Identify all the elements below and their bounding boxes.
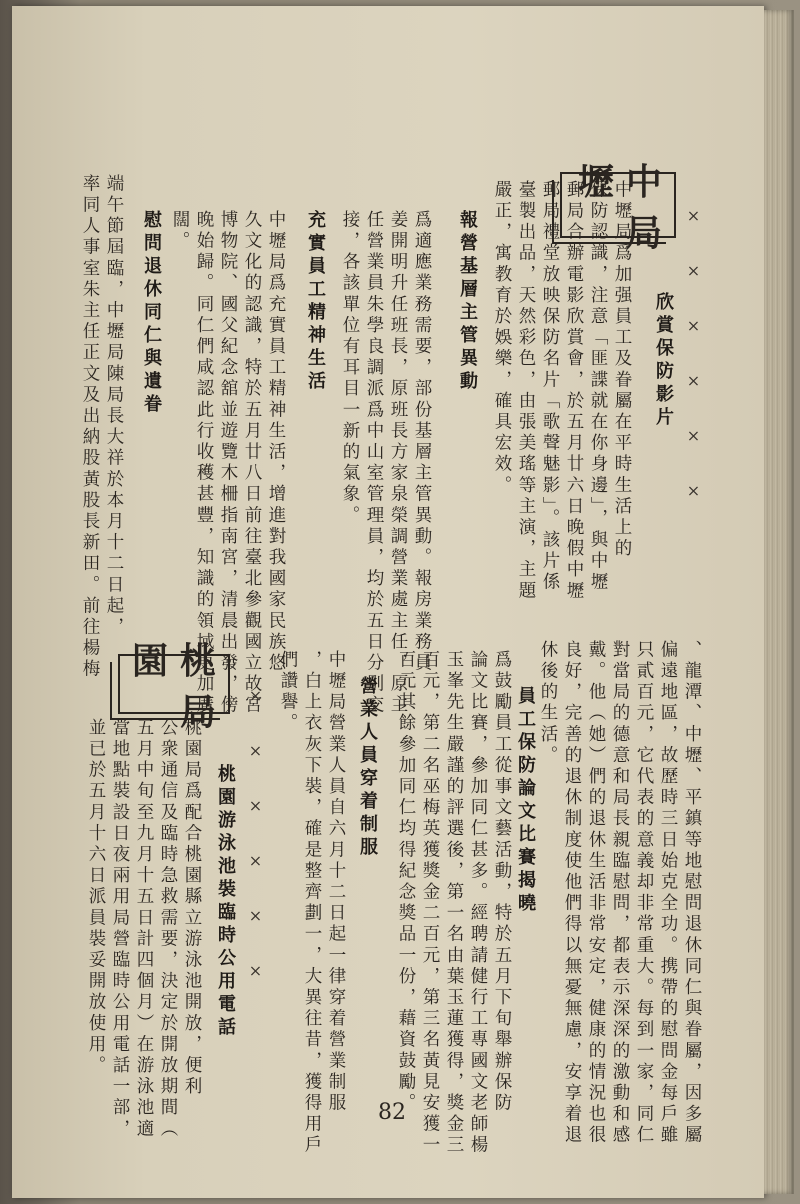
pool-heading: 桃園游泳池裝臨時公用電話 [215,764,236,1040]
personnel-heading: 報營基層主管異動 [457,210,478,394]
taoyuan-banner [118,640,230,733]
personnel-body: 爲適應業務需要，部份基層主管異動。報房業務員 姜開明升任班長，原班長方家泉榮調營業處主任，原主 任營業員朱學良調派爲中山室管理員，均於五日分別交 接，各該單位有耳目一新的氣象。 [340,210,432,717]
pool-body: 桃園局爲配合桃園縣立游泳池開放，便利 公衆通信及臨時急救需要，決定於開放期間（ 五月中旬至九月十五日計四個月）在游泳池適 當地點裝設日夜兩用局營臨時公用電話一部， 並已於五月十六日派員裝妥開放使用。 [86,718,202,1140]
x-marks-top: ×××××× [684,206,703,536]
zhongli-banner-text: 中壢局 [577,161,674,254]
retiree-body-left: 端午節屆臨，中壢局陳局長大祥於本月十二日起， 率同人事室朱主任正文及出納股黃股長新田。前往楊梅 [80,174,124,681]
essay-body: 爲鼓勵員工從事文藝活動，特於五月下旬舉辦保防 論文比賽，參加同仁甚多。經聘請健行工專國文老師楊 玉峯先生嚴謹的評選後，第一名由葉玉蓮獲得，獎金三 百元，第二名巫梅英獲獎金二百元，第三名黃見安獲一 百元其餘參加同仁均得紀念獎品一份，藉資鼓勵。 [396,650,512,1157]
movie-body: 中壢局爲加强員工及眷屬在平時生活上的 保防認識，注意「匪諜就在你身邊」，與中壢 郵局合辦電影欣賞會，於五月廿六日晚假中壢 郵局禮堂放映保防名片「歌聲魅影」。該片係 臺製出品，天然彩色，由張美瑤等主演，主題 嚴正，寓教育於娛樂，確具宏效。 [492,180,632,602]
essay-heading: 員工保防論文比賽揭曉 [515,686,536,916]
retiree-body-right: 、龍潭、中壢、平鎮等地慰問退休同仁與眷屬，因多屬 偏遠地區，故歷時三日始克全功。携帶的慰問金每戶雖 只貳百元，它代表的意義却非常重大。每到一家，同仁 對當局的德意和局長親臨慰問，都表示深深的激動和感 戴。他（她）們的退休生活非常安定，健康的情況也很 良好，完善的退休制度使他們得以無憂無慮，安享着退 休後的生活。 [538,640,702,1147]
uniform-body: 中壢局營業人員自六月十二日起一律穿着營業制服 ，白上衣灰下裝，確是整齊劃一，大異往昔，獲得用戶 們讚譽。 [278,650,346,1157]
x-marks-bottom: ×××××× [246,686,265,1016]
spirit-body: 中壢局爲充實員工精神生活，增進對我國家民族悠 久文化的認識，特於五月廿八日前往臺北參觀國立故宮 博物院、國父紀念舘並遊覽木柵指南宮，清晨出發，傍 晚始歸。同仁們咸認此行收穫甚豐，知識的領域更加廣 闊。 [170,210,286,717]
spirit-heading: 充實員工精神生活 [305,210,326,394]
movie-heading: 欣賞保防影片 [653,292,674,430]
retiree-heading: 慰問退休同仁與遺眷 [141,210,162,417]
uniform-heading: 營業人員穿着制服 [357,676,378,860]
taoyuan-banner-text: 桃園局 [131,640,228,733]
page-edge [764,10,794,1194]
page-number: 82 [378,1100,406,1125]
